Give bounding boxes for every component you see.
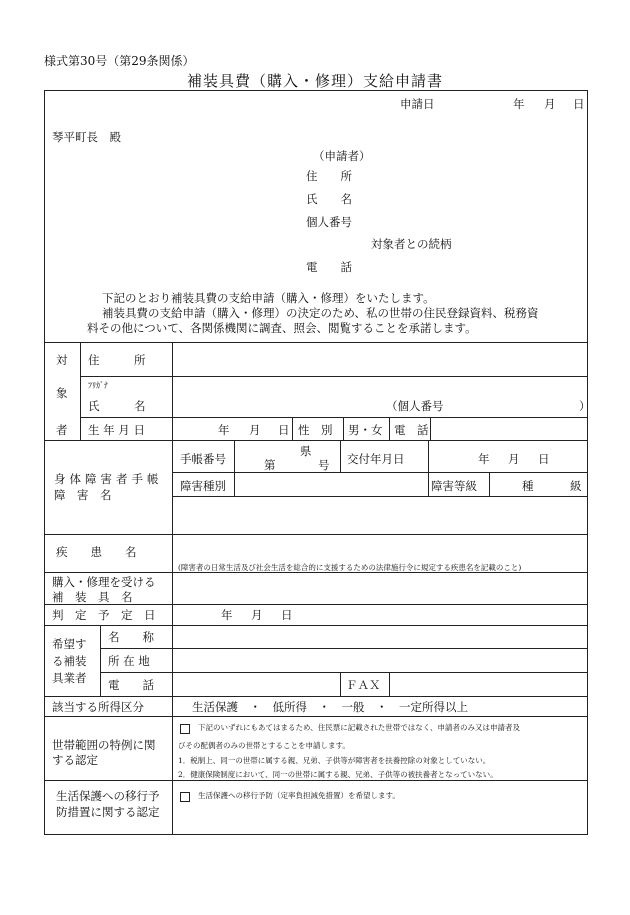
subject-phone-label: 電 話 (394, 423, 429, 437)
income-category-label: 該当する所得区分 (52, 700, 144, 714)
applicant-address-label: 住 所 (306, 169, 352, 183)
household-label-1: 世帯範囲の特例に関 (52, 738, 156, 752)
rule (292, 417, 293, 440)
dai-label: 第 (264, 458, 276, 472)
rule (489, 472, 490, 496)
device-label-2: 補 装 具 名 (52, 590, 133, 604)
welfare-text: 生活保護への移行予防（定率負担減免措置）を希望します。 (198, 791, 400, 800)
form-number: 様式第30号（第29条関係） (44, 54, 195, 68)
prefecture-label: 県 (300, 444, 312, 458)
rule (100, 625, 101, 696)
issue-month: 月 (508, 452, 520, 466)
rule (44, 534, 588, 535)
kyu-label: 級 (570, 479, 582, 493)
handbook-number-label: 手帳番号 (180, 452, 226, 466)
statement-2: 補装具費の支給申請（購入・修理）の決定のため、私の世帯の住民登録資料、税務資 (102, 306, 539, 320)
applicant-phone-label: 電 話 (306, 260, 352, 274)
handbook-label: 身体障害者手帳 (54, 472, 163, 486)
judgement-date-label: 判 定 予 定 日 (52, 608, 156, 622)
rule (234, 440, 235, 496)
disability-grade-label: 障害等級 (431, 479, 477, 493)
statement-3: 料その他について、各関係機関に調査、照会、閲覧することを承諾します。 (87, 321, 477, 335)
statement-1: 下記のとおり補装具費の支給申請（購入・修理）をいたします。 (102, 291, 435, 305)
household-text-2: びその配偶者のみの世帯とすることを申請します。 (178, 741, 350, 750)
rule (428, 440, 429, 496)
applicant-heading: （申請者） (313, 149, 371, 163)
vendor-location-label: 所 在 地 (108, 654, 150, 668)
issue-day: 日 (538, 452, 550, 466)
date-year: 年 (513, 97, 525, 111)
disability-name-label: 障 害 名 (54, 488, 112, 502)
issue-date-label: 交付年月日 (347, 452, 405, 466)
rule (172, 496, 588, 497)
household-text-1: 下記のいずれにもあてはまるため、住民票に記載された世帯ではなく、申請者のみ又は申請者及 (198, 723, 521, 732)
applicant-name-label: 氏 名 (306, 192, 352, 206)
rule (44, 625, 588, 626)
welfare-checkbox[interactable] (180, 792, 190, 802)
judgement-month: 月 (251, 608, 263, 622)
welfare-label-1: 生活保護への移行予 (56, 789, 160, 803)
go-label: 号 (318, 458, 330, 472)
rule (44, 440, 588, 441)
rule (100, 648, 588, 649)
dob-year: 年 (218, 423, 230, 437)
welfare-label-2: 防措置に関する認定 (56, 805, 160, 819)
sex-label: 性 別 (298, 423, 333, 437)
vendor-name-label: 名 称 (108, 630, 154, 644)
rule (44, 342, 588, 343)
sex-options: 男・女 (348, 423, 383, 437)
dob-label: 生 年 月 日 (88, 423, 145, 437)
dob-day: 日 (278, 423, 290, 437)
date-month: 月 (544, 97, 556, 111)
rule (340, 440, 341, 472)
rule (80, 376, 588, 377)
vendor-label-3: 具業者 (52, 671, 87, 685)
judgement-day: 日 (281, 608, 293, 622)
application-date-label: 申請日 (400, 97, 435, 111)
dob-month: 月 (249, 423, 261, 437)
vendor-label-1: 希望す (52, 637, 87, 651)
disability-type-label: 障害種別 (180, 479, 226, 493)
household-item-2: 2．健康保険制度において、同一の世帯に属する親、兄弟、子供等の被扶養者となっていない。 (178, 770, 498, 779)
close-paren: ） (579, 399, 591, 413)
disease-label: 疾 患 名 (56, 545, 137, 559)
vendor-label-2: る補装 (52, 654, 87, 668)
addressee: 琴平町長 殿 (52, 130, 121, 144)
rule (44, 696, 588, 697)
issue-year: 年 (478, 452, 490, 466)
rule (430, 417, 431, 440)
device-label-1: 購入・修理を受ける (52, 575, 156, 589)
rule (172, 342, 173, 835)
applicant-individual-number-label: 個人番号 (306, 215, 352, 229)
subject-name-label: 氏 名 (88, 399, 146, 413)
household-item-1: 1．税制上、同一の世帯に属する親、兄弟、子供等が障害者を扶養控除の対象としていない。 (178, 756, 491, 765)
rule (100, 672, 588, 673)
rule (80, 417, 588, 418)
rule (389, 417, 390, 440)
vendor-phone-label: 電 話 (108, 678, 154, 692)
rule (389, 672, 390, 696)
rule (44, 716, 588, 717)
subject-address-label: 住 所 (88, 353, 146, 367)
subject-individual-number-label: （個人番号 (386, 399, 444, 413)
shu-label: 種 (522, 479, 534, 493)
income-options: 生活保護 ・ 低所得 ・ 一般 ・ 一定所得以上 (192, 700, 468, 714)
judgement-year: 年 (221, 608, 233, 622)
subject-side-label-1: 対 (56, 353, 68, 367)
rule (340, 672, 341, 696)
household-checkbox[interactable] (180, 724, 190, 734)
rule (80, 342, 81, 440)
vendor-fax-label: ＦＡＸ (346, 678, 381, 692)
rule (44, 780, 588, 781)
subject-side-label-2: 象 (56, 386, 68, 400)
relationship-label: 対象者との続柄 (371, 237, 452, 251)
rule (343, 417, 344, 440)
disease-note: (障害者の日常生活及び社会生活を総合的に支援するための法律施行令に規定する疾患名を記載のこと) (178, 563, 522, 572)
household-label-2: する認定 (52, 753, 98, 767)
page-title: 補装具費（購入・修理）支給申請書 (186, 72, 443, 90)
date-day: 日 (573, 97, 585, 111)
furigana-label: ﾌﾘｶﾞﾅ (88, 381, 108, 390)
subject-side-label-3: 者 (56, 423, 68, 437)
